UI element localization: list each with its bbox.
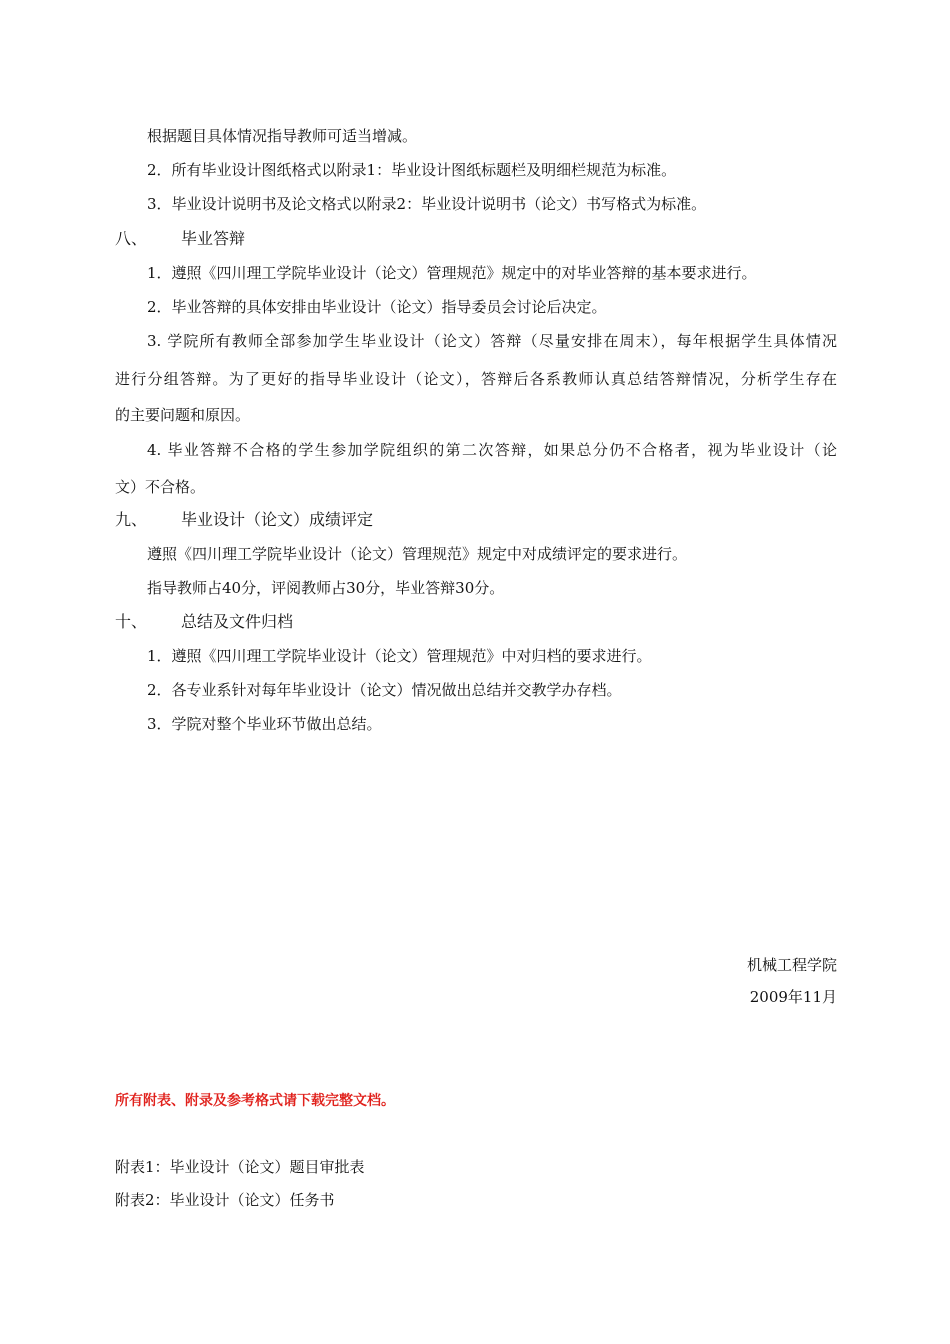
signature-org: 机械工程学院 [746,956,837,974]
intro-line: 根据题目具体情况指导教师可适当增减。 [147,127,418,145]
section-8-item-3-line-1: 3. 学院所有教师全部参加学生毕业设计（论文）答辩（尽量安排在周末），每年根据学生具体情况 [147,332,837,350]
signature-date: 2009年11月 [749,988,837,1006]
section-8-item-2: 2．毕业答辩的具体安排由毕业设计（论文）指导委员会讨论后决定。 [147,298,607,316]
download-notice: 所有附表、附录及参考格式请下载完整文档。 [115,1093,395,1109]
section-10-heading [115,612,837,632]
section-8-title: 毕业答辩 [181,229,246,248]
section-8-item-3-line-3: 的主要问题和原因。 [115,406,251,424]
section-10-number: 十、 [115,612,148,631]
section-8-item-4-line-2: 文）不合格。 [115,478,206,496]
section-9-title: 毕业设计（论文）成绩评定 [181,510,374,529]
section-9-number: 九、 [115,510,148,529]
section-9-line-1: 遵照《四川理工学院毕业设计（论文）管理规范》规定中对成绩评定的要求进行。 [147,545,688,563]
section-8-number: 八、 [115,229,148,248]
section-9-line-2: 指导教师占40分，评阅教师占30分，毕业答辩30分。 [147,579,505,597]
section-10-title: 总结及文件归档 [181,612,294,631]
appendix-item-1: 附表1：毕业设计（论文）题目审批表 [115,1158,365,1176]
section-8-item-3-line-2: 进行分组答辩。为了更好的指导毕业设计（论文），答辩后各系教师认真总结答辩情况，分析学生存在 [115,370,837,388]
appendix-item-2: 附表2：毕业设计（论文）任务书 [115,1191,335,1209]
format-item-3: 3．毕业设计说明书及论文格式以附录2：毕业设计说明书（论文）书写格式为标准。 [147,195,707,213]
section-10-item-2: 2．各专业系针对每年毕业设计（论文）情况做出总结并交教学办存档。 [147,681,622,699]
section-8-item-1: 1．遵照《四川理工学院毕业设计（论文）管理规范》规定中的对毕业答辩的基本要求进行。 [147,264,757,282]
section-10-item-1: 1．遵照《四川理工学院毕业设计（论文）管理规范》中对归档的要求进行。 [147,647,652,665]
section-8-heading [115,229,837,249]
format-item-2: 2．所有毕业设计图纸格式以附录1：毕业设计图纸标题栏及明细栏规范为标准。 [147,161,677,179]
section-8-item-4-line-1: 4. 毕业答辩不合格的学生参加学院组织的第二次答辩，如果总分仍不合格者，视为毕业设计（论 [147,441,837,459]
section-9-heading [115,510,837,530]
section-10-item-3: 3．学院对整个毕业环节做出总结。 [147,715,382,733]
